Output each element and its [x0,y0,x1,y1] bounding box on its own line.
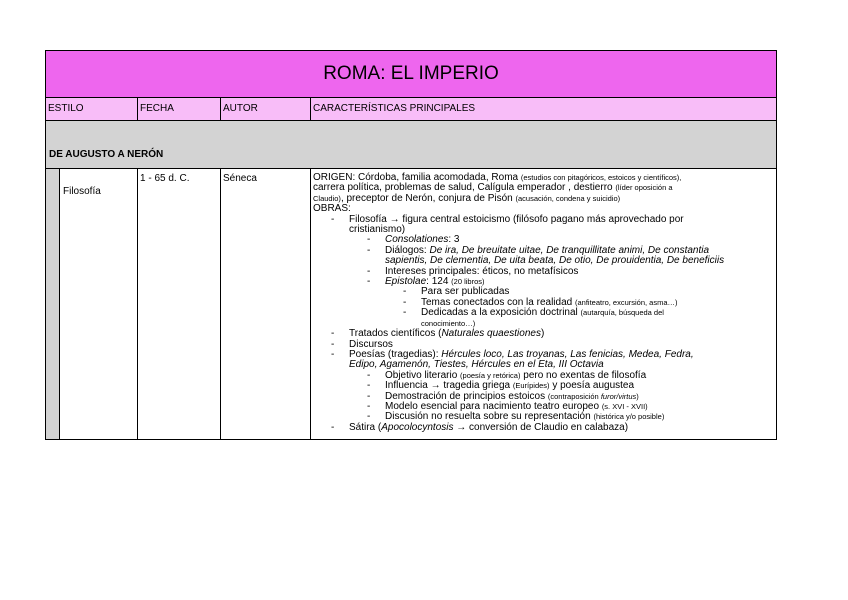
obras-label: OBRAS: [313,203,351,215]
row-stripe [46,169,60,439]
list-item: - Influencia → tragedia griega (Eurípides) y poesía augustea [385,381,770,391]
list-item: - Epistolae: 124 (20 libros) - Para ser publicadas - Temas conectados con la realidad (anfiteatro, excursión, asma…) - Dedicadas a la exposición doctrinal (autarquía, búsqueda del conocimiento…) [385,277,770,329]
list-item: - Tratados científicos (Naturales quaestiones) [349,329,770,339]
header-estilo: ESTILO [46,98,138,120]
header-autor: AUTOR [221,98,311,120]
table-title: ROMA: EL IMPERIO [46,51,776,98]
list-item: - Discusión no resuelta sobre su representación (histórica y/o posible) [385,412,770,422]
list-item: - Filosofía → figura central estoicismo (filósofo pagano más aprovechado por cristianismo) - Consolationes: 3 - Diálogos: De ira, De breuitate uitae, De tranquillitate animi, De constantia sapientis, De clementia, De uita beata, De otio, De prouidentia, De beneficiis - Intereses principales: éticos, no metafísicos - Epistolae: 124 (20 libros) - Para ser publicadas - Temas conectados con la realidad (anfiteatro, excursión, asma…) - Dedicadas a la exposición doctrinal (autarquía, búsqueda del conocimiento…) [349,215,770,329]
list-item: - Para ser publicadas [421,287,770,297]
section-heading: DE AUGUSTO A NERÓN [46,121,776,169]
obras-list [313,215,770,434]
list-item: - Demostración de principios estoicos (contraposición furor/virtus) [385,392,770,402]
origen-line-2: carrera política, problemas de salud, Calígula emperador , destierro (líder oposición a [313,182,673,194]
list-item: - Dedicadas a la exposición doctrinal (autarquía, búsqueda del conocimiento…) [421,308,770,329]
cell-autor: Séneca [221,169,311,439]
cell-estilo: Filosofía [60,169,138,439]
summary-table [45,50,777,440]
table-row [46,169,776,439]
header-fecha: FECHA [138,98,221,120]
list-item: - Discursos [349,340,770,350]
poesias-sublist [349,371,770,423]
origen-line-3: Claudio), preceptor de Nerón, conjura de Pisón (acusación, condena y suicidio) [313,192,621,204]
epistolae-sublist [385,287,770,329]
header-caracteristicas: CARACTERÍSTICAS PRINCIPALES [313,103,476,114]
list-item: - Intereses principales: éticos, no metafísicos [385,267,770,277]
list-item: - Consolationes: 3 [385,235,770,245]
cell-caracteristicas [311,169,776,439]
list-item: - Temas conectados con la realidad (anfiteatro, excursión, asma…) [421,298,770,308]
list-item: - Modelo esencial para nacimiento teatro europeo (s. XVI - XVII) [385,402,770,412]
origen-line-1: ORIGEN: Córdoba, familia acomodada, Roma (estudios con pitagóricos, estoicos y científicos), [313,172,682,183]
header-row [46,98,776,121]
list-item: - Objetivo literario (poesía y retórica) pero no exentas de filosofía [385,371,770,381]
list-item: - Diálogos: De ira, De breuitate uitae, De tranquillitate animi, De constantia sapientis, De clementia, De uita beata, De otio, De prouidentia, De beneficiis [385,246,770,267]
list-item: - Sátira (Apocolocyntosis → conversión de Claudio en calabaza) [349,423,770,433]
list-item: - Poesías (tragedias): Hércules loco, Las troyanas, Las fenicias, Medea, Fedra, Edipo, Agamenón, Tiestes, Hércules en el Eta, III Octavia - Objetivo literario (poesía y retórica) pero no exentas de filosofía - Influencia → tragedia griega (Eurípides) y poesía augustea - Demostración de principios estoicos (contraposición furor/virtus) - Modelo esencial para nacimiento teatro europeo (s. XVI - XVII) - Discusión no resuelta sobre su representación (histórica y/o posible) [349,350,770,423]
cell-fecha: 1 - 65 d. C. [138,169,221,439]
filosofia-sublist [349,235,770,329]
